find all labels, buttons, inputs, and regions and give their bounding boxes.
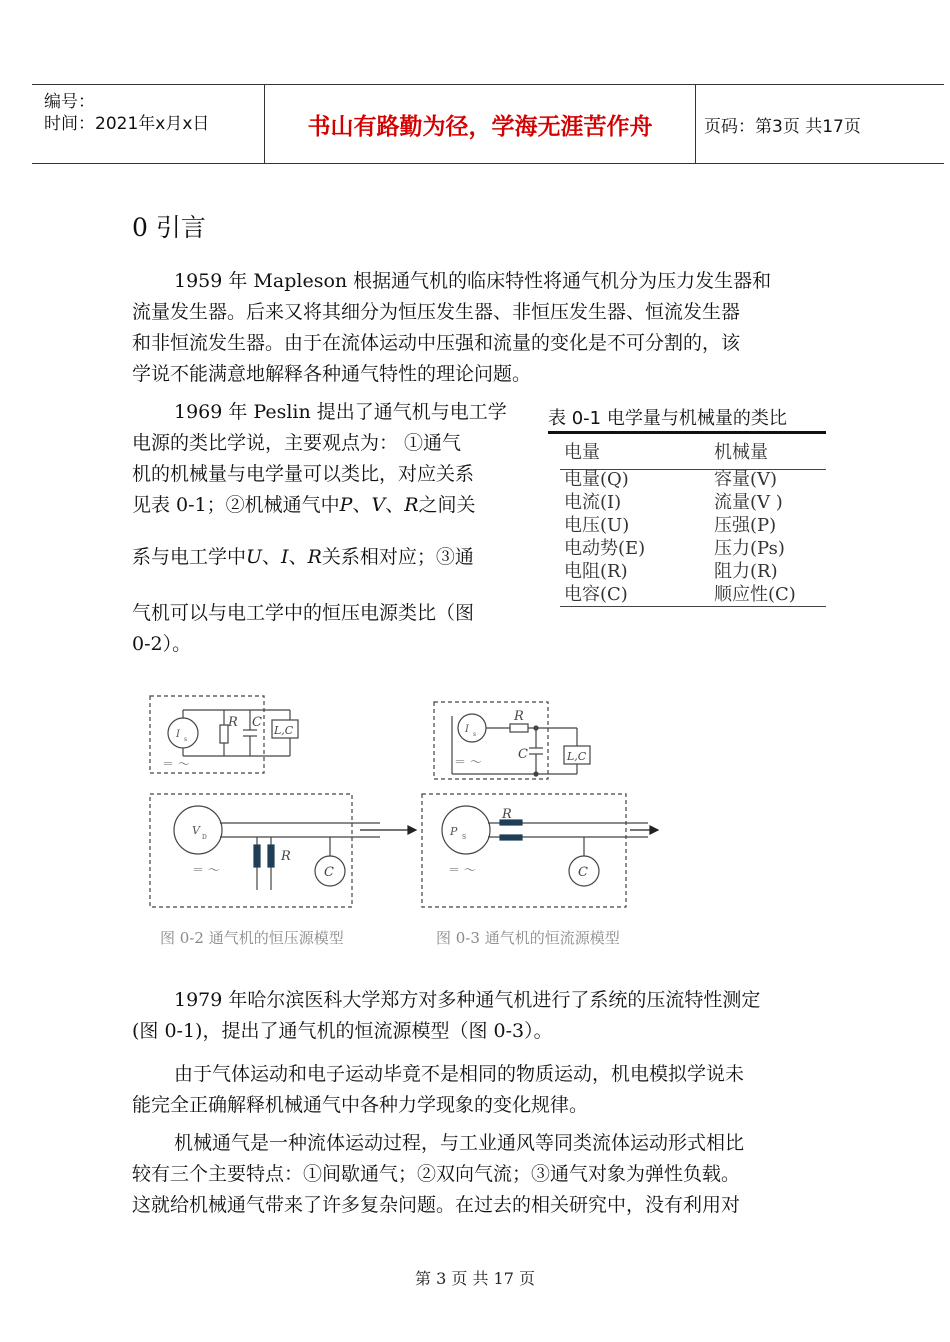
- sep: 、: [385, 494, 405, 516]
- fig-label: L,C: [567, 750, 587, 763]
- figure-caption-right: 图 0-3 通气机的恒流源模型: [436, 929, 620, 947]
- fig-label: P: [450, 825, 458, 838]
- paragraph-4-cont: [132, 1090, 844, 1121]
- paragraph-1-cont: [132, 297, 844, 390]
- table-row: [564, 583, 826, 606]
- section-title: 0 引言: [132, 213, 206, 242]
- text-line: 流量发生器。后来又将其细分为恒压发生器、非恒压发生器、恒流发生器: [132, 301, 741, 323]
- fig-label: I: [465, 724, 469, 735]
- table-cell: 容量(V): [714, 469, 778, 490]
- text-line: 1959 年 Mapleson 根据通气机的临床特性将通气机分为压力发生器和: [174, 270, 772, 292]
- fig-label: C: [324, 865, 334, 880]
- fig-label: V: [192, 824, 200, 837]
- table-cell: 电动势(E): [564, 538, 646, 559]
- page-footer: 第 3 页 共 17 页: [415, 1269, 535, 1288]
- paragraph-3-cont: [132, 1016, 844, 1047]
- header-motto: 书山有路勤为径，学海无涯苦作舟: [307, 113, 653, 140]
- table-cell: 电流(I): [564, 492, 622, 513]
- table-cell: 压力(Ps): [714, 538, 785, 559]
- circuit-figures: [140, 690, 670, 952]
- dashed-box: [434, 702, 548, 779]
- header-time: 时间：2021年x月x日: [44, 114, 210, 134]
- paragraph-3: [132, 985, 886, 1016]
- table-cell: 阻力(R): [714, 561, 778, 582]
- text-line: 电源的类比学说，主要观点为： ①通气: [132, 432, 462, 454]
- text-line: [132, 542, 544, 573]
- fig-label: I: [176, 729, 180, 740]
- fig-label: ＝ ～: [448, 863, 476, 877]
- text-line: 1969 年 Peslin 提出了通气机与电工学: [174, 401, 507, 423]
- paragraph-2-end: [132, 598, 544, 660]
- fig-label: D: [202, 834, 207, 841]
- table-row: [564, 491, 826, 514]
- table-col-electric: 电量: [564, 442, 600, 463]
- fig-label: C: [578, 865, 588, 880]
- paragraph-5: [132, 1128, 886, 1159]
- arrow-icon: [408, 826, 416, 834]
- var-P: P: [339, 494, 353, 516]
- page-header: [32, 84, 944, 164]
- source-circle: [458, 714, 486, 742]
- fig-label: s: [184, 736, 188, 743]
- table-cell: 电量(Q): [564, 469, 629, 490]
- paragraph-5-cont: [132, 1159, 844, 1221]
- source-circle: [168, 718, 198, 748]
- resistor-block: [268, 845, 274, 867]
- figure-0-2: [150, 696, 416, 907]
- paragraph-1: [132, 266, 886, 297]
- table-cell: 电压(U): [564, 515, 630, 536]
- table-cell: 流量(V ): [714, 492, 783, 513]
- var-V: V: [371, 494, 386, 516]
- table-header-row: [564, 441, 826, 468]
- text-line: 机械通气是一种流体运动过程，与工业通风等同类流体运动形式相比: [174, 1132, 745, 1154]
- text-line: 1979 年哈尔滨医科大学郑方对多种通气机进行了系统的压流特性测定: [174, 989, 761, 1011]
- var-R: R: [404, 494, 419, 516]
- paragraph-2-cont: [132, 542, 544, 573]
- analogy-table: [564, 441, 826, 606]
- sep: 、: [262, 546, 282, 568]
- table-row: [564, 468, 826, 491]
- fig-label: ＝ ～: [454, 755, 482, 769]
- var-U: U: [246, 546, 263, 568]
- figure-caption-left: 图 0-2 通气机的恒压源模型: [160, 929, 344, 947]
- var-R: R: [307, 546, 322, 568]
- fig-label: C: [518, 747, 528, 762]
- text-fragment: 之间关: [418, 494, 476, 516]
- text-line: 学说不能满意地解释各种通气特性的理论问题。: [132, 363, 532, 385]
- text-line: 由于气体运动和电子运动毕竟不是相同的物质运动，机电模拟学说未: [174, 1063, 745, 1085]
- text-line: 这就给机械通气带来了许多复杂问题。在过去的相关研究中，没有利用对: [132, 1194, 741, 1216]
- dashed-box: [150, 794, 352, 907]
- sep: 、: [288, 546, 308, 568]
- resistor-block: [254, 845, 260, 867]
- text-line: 气机可以与电工学中的恒压电源类比（图: [132, 602, 475, 624]
- text-line: 0-2）。: [132, 633, 192, 655]
- sep: 、: [352, 494, 372, 516]
- fig-label: R: [514, 709, 524, 724]
- table-row: [564, 514, 826, 537]
- text-line: 和非恒流发生器。由于在流体运动中压强和流量的变化是不可分割的，该: [132, 332, 741, 354]
- table-cell: 电容(C): [564, 584, 628, 605]
- text-fragment: 关系相对应；③通: [321, 546, 474, 568]
- fig-label: ＝ ～: [192, 863, 220, 877]
- header-page: 页码：第3页 共17页: [704, 116, 861, 137]
- resistor: [220, 725, 228, 743]
- table-bottom-rule: [560, 606, 826, 607]
- resistor: [510, 724, 528, 732]
- header-divider: [264, 85, 265, 163]
- table-row: [564, 537, 826, 560]
- table-title: 表 0-1 电学量与机械量的类比: [548, 408, 787, 429]
- table-row: [564, 560, 826, 583]
- fig-label: C: [252, 715, 262, 730]
- arrow-icon: [650, 826, 658, 834]
- header-divider: [695, 85, 696, 163]
- resistor-block: [500, 835, 522, 840]
- text-line: 机的机械量与电学量可以类比，对应关系: [132, 463, 475, 485]
- var-I: I: [281, 546, 289, 568]
- table-cell: 压强(P): [714, 515, 777, 536]
- fig-label: S: [462, 834, 467, 841]
- fig-label: s: [473, 731, 477, 738]
- fig-label: L,C: [274, 724, 294, 737]
- text-line: 能完全正确解释机械通气中各种力学现象的变化规律。: [132, 1094, 589, 1116]
- header-meta: [44, 91, 209, 135]
- header-number: 编号：: [44, 92, 95, 112]
- table-col-mechanical: 机械量: [714, 442, 768, 463]
- paragraph-4: [132, 1059, 886, 1090]
- text-fragment: 系与电工学中: [132, 546, 247, 568]
- fig-label: R: [281, 849, 291, 864]
- text-line: [132, 490, 544, 521]
- text-fragment: 见表 0-1；②机械通气中: [132, 494, 340, 516]
- fig-label: R: [502, 807, 512, 822]
- text-line: (图 0-1)，提出了通气机的恒流源模型（图 0-3）。: [132, 1020, 553, 1042]
- table-top-rule: [548, 431, 826, 434]
- text-line: 较有三个主要特点：①间歇通气；②双向气流；③通气对象为弹性负载。: [132, 1163, 741, 1185]
- paragraph-2: [132, 397, 544, 521]
- fig-label: R: [228, 715, 238, 730]
- fig-label: ＝ ～: [162, 757, 190, 771]
- table-cell: 电阻(R): [564, 561, 628, 582]
- table-cell: 顺应性(C): [714, 584, 796, 605]
- figure-0-3: [422, 702, 658, 907]
